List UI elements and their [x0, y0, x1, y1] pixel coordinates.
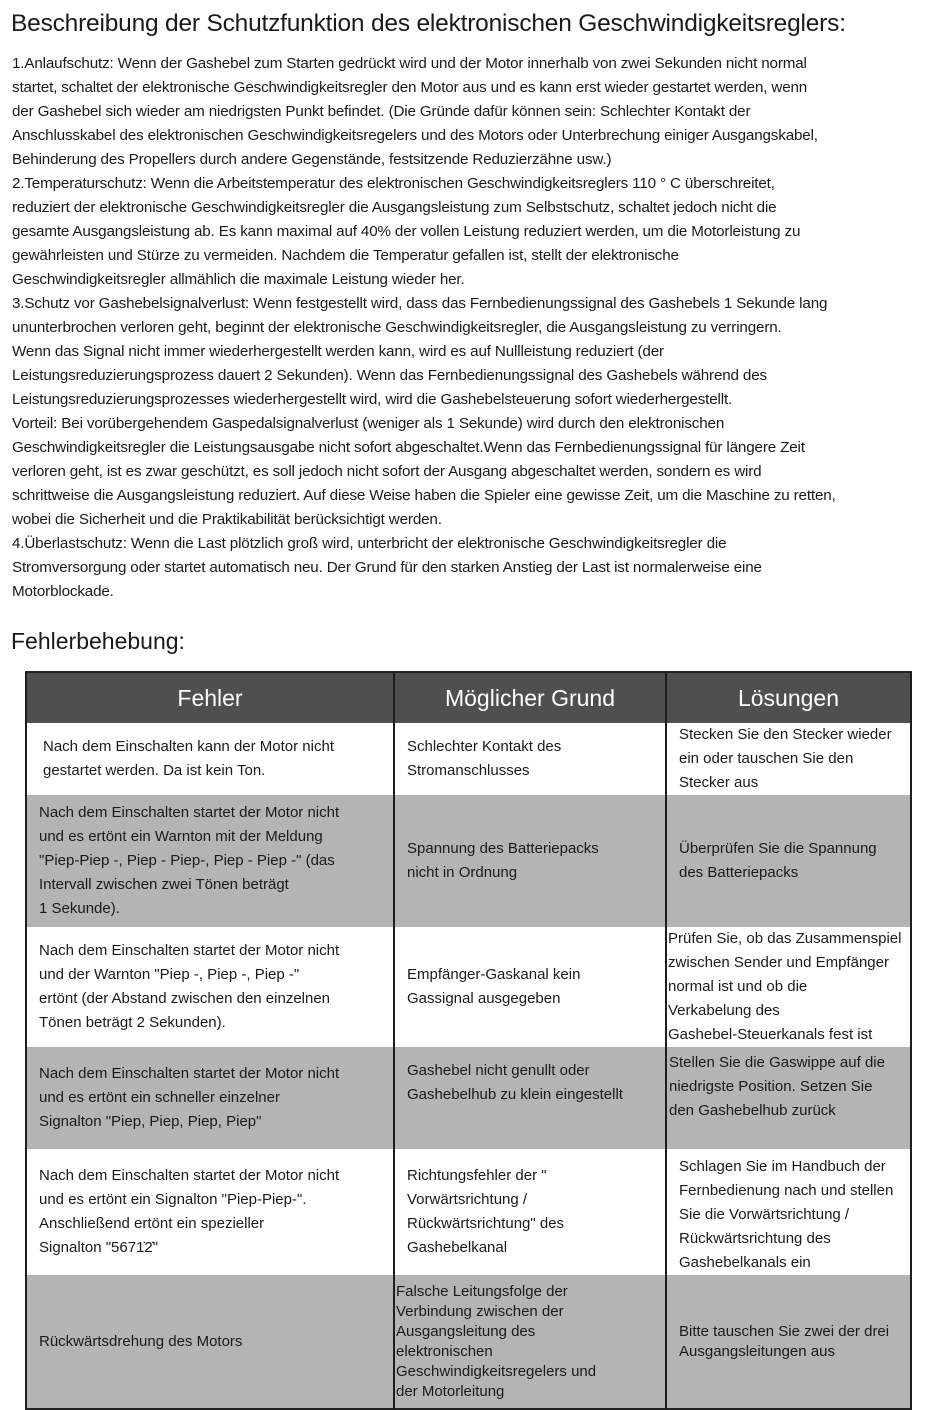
protection-description: [12, 52, 937, 604]
troubleshooting-title: Fehlerbehebung:: [11, 628, 185, 654]
table-row: [26, 1275, 911, 1409]
text-line: Behinderung des Propellers durch andere Gegenstände, festsitzende Reduzierzähne usw.): [12, 151, 612, 168]
troubleshooting-table: [25, 671, 912, 1410]
document-title: Beschreibung der Schutzfunktion des elektronischen Geschwindigkeitsreglers:: [11, 10, 846, 37]
column-header-grund: Möglicher Grund: [394, 672, 666, 723]
text-line: verloren geht, ist es zwar geschützt, es soll jedoch nicht sofort der Ausgang abgeschaltet werden, sondern es wird: [12, 463, 762, 480]
cell-loesung: Stellen Sie die Gaswippe auf die niedrigste Position. Setzen Sie den Gashebelhub zurück: [666, 1047, 911, 1149]
table-row: [26, 795, 911, 927]
text-line: 4.Überlastschutz: Wenn die Last plötzlich groß wird, unterbricht der elektronische Geschwindigkeitsregler die: [12, 535, 727, 552]
cell-grund: Falsche Leitungsfolge der Verbindung zwischen der Ausgangsleitung des elektronischen Geschwindigkeitsregelers und der Motorleitung: [394, 1275, 666, 1409]
text-line: Geschwindigkeitsregler allmählich die maximale Leistung wieder her.: [12, 271, 465, 288]
text-line: Anschlusskabel des elektronischen Geschwindigkeitsregelers und des Motors oder Unterbrechung einiger Ausgangskabel,: [12, 127, 818, 144]
table-row: [26, 1149, 911, 1275]
cell-fehler: Nach dem Einschalten kann der Motor nicht gestartet werden. Da ist kein Ton.: [26, 723, 394, 795]
text-line: wobei die Sicherheit und die Praktikabilität berücksichtigt werden.: [12, 511, 442, 528]
text-line: Leistungsreduzierungsprozesses wiederhergestellt wird, wird die Gashebelsteuerung sofort wiederhergestellt.: [12, 391, 733, 408]
cell-loesung: Schlagen Sie im Handbuch der Fernbedienung nach und stellen Sie die Vorwärtsrichtung / Rückwärtsrichtung des Gashebelkanals ein: [666, 1149, 911, 1275]
text-line: der Gashebel sich wieder am niedrigsten Punkt befindet. (Die Gründe dafür können sein: Schlechter Kontakt der: [12, 103, 751, 120]
cell-grund: Spannung des Batteriepacks nicht in Ordnung: [394, 795, 666, 927]
table-row: [26, 927, 911, 1047]
text-line: 2.Temperaturschutz: Wenn die Arbeitstemperatur des elektronischen Geschwindigkeitsreglers 110 ° C überschreitet,: [12, 175, 775, 192]
text-line: Motorblockade.: [12, 583, 114, 600]
cell-fehler: Nach dem Einschalten startet der Motor nicht und es ertönt ein Signalton "Piep-Piep-". Anschließend ertönt ein spezieller Signalton "5671̇2̇": [26, 1149, 394, 1275]
text-line: 3.Schutz vor Gashebelsignalverlust: Wenn festgestellt wird, dass das Fernbedienungssignal des Gashebels 1 Sekunde lang: [12, 295, 828, 312]
text-line: reduziert der elektronische Geschwindigkeitsregler die Ausgangsleistung zum Selbstschutz, schaltet jedoch nicht die: [12, 199, 777, 216]
cell-loesung: Prüfen Sie, ob das Zusammenspiel zwischen Sender und Empfänger normal ist und ob die Verkabelung des Gashebel-Steuerkanals fest ist: [666, 927, 911, 1047]
column-header-fehler: Fehler: [26, 672, 394, 723]
cell-loesung: Bitte tauschen Sie zwei der drei Ausgangsleitungen aus: [666, 1275, 911, 1409]
cell-grund: Gashebel nicht genullt oder Gashebelhub zu klein eingestellt: [394, 1047, 666, 1149]
table-row: [26, 1047, 911, 1149]
text-line: startet, schaltet der elektronische Geschwindigkeitsregler den Motor aus und es kann erst wieder gestartet werden, wenn: [12, 79, 808, 96]
table-row: [26, 723, 911, 795]
text-line: gesamte Ausgangsleistung ab. Es kann maximal auf 40% der vollen Leistung reduziert werden, um die Motorleistung zu: [12, 223, 801, 240]
text-line: Stromversorgung oder startet automatisch neu. Der Grund für den starken Anstieg der Last ist normalerweise eine: [12, 559, 762, 576]
cell-grund: Richtungsfehler der " Vorwärtsrichtung / Rückwärtsrichtung" des Gashebelkanal: [394, 1149, 666, 1275]
cell-grund: Empfänger-Gaskanal kein Gassignal ausgegeben: [394, 927, 666, 1047]
cell-loesung: Überprüfen Sie die Spannung des Batteriepacks: [666, 795, 911, 927]
table-header-row: [26, 672, 911, 723]
cell-fehler: Nach dem Einschalten startet der Motor nicht und es ertönt ein schneller einzelner Signalton "Piep, Piep, Piep, Piep": [26, 1047, 394, 1149]
text-line: Vorteil: Bei vorübergehendem Gaspedalsignalverlust (weniger als 1 Sekunde) wird durch den elektronischen: [12, 415, 725, 432]
text-line: ununterbrochen verloren geht, beginnt der elektronische Geschwindigkeitsregler, die Ausgangsleistung zu verringern.: [12, 319, 782, 336]
column-header-loesungen: Lösungen: [666, 672, 911, 723]
text-line: gewährleisten und Stürze zu vermeiden. Nachdem die Temperatur gefallen ist, stellt der elektronische: [12, 247, 679, 264]
text-line: Geschwindigkeitsregler die Leistungsausgabe nicht sofort abgeschaltet.Wenn das Fernbedienungssignal für längere Zeit: [12, 439, 805, 456]
text-line: schrittweise die Ausgangsleistung reduziert. Auf diese Weise haben die Spieler eine gewisse Zeit, um die Maschine zu retten,: [12, 487, 836, 504]
cell-loesung: Stecken Sie den Stecker wieder ein oder tauschen Sie den Stecker aus: [666, 723, 911, 795]
cell-fehler: Nach dem Einschalten startet der Motor nicht und der Warnton "Piep -, Piep -, Piep -" ertönt (der Abstand zwischen den einzelnen Tönen beträgt 2 Sekunden).: [26, 927, 394, 1047]
cell-fehler: Rückwärtsdrehung des Motors: [26, 1275, 394, 1409]
cell-grund: Schlechter Kontakt des Stromanschlusses: [394, 723, 666, 795]
cell-fehler: Nach dem Einschalten startet der Motor nicht und es ertönt ein Warnton mit der Meldung "Piep-Piep -, Piep - Piep-, Piep - Piep -" (das Intervall zwischen zwei Tönen beträgt 1 Sekunde).: [26, 795, 394, 927]
text-line: Leistungsreduzierungsprozess dauert 2 Sekunden). Wenn das Fernbedienungssignal des Gashebels während des: [12, 367, 767, 384]
text-line: 1.Anlaufschutz: Wenn der Gashebel zum Starten gedrückt wird und der Motor innerhalb von zwei Sekunden nicht normal: [12, 55, 807, 72]
text-line: Wenn das Signal nicht immer wiederhergestellt werden kann, wird es auf Nullleistung reduziert (der: [12, 343, 664, 360]
